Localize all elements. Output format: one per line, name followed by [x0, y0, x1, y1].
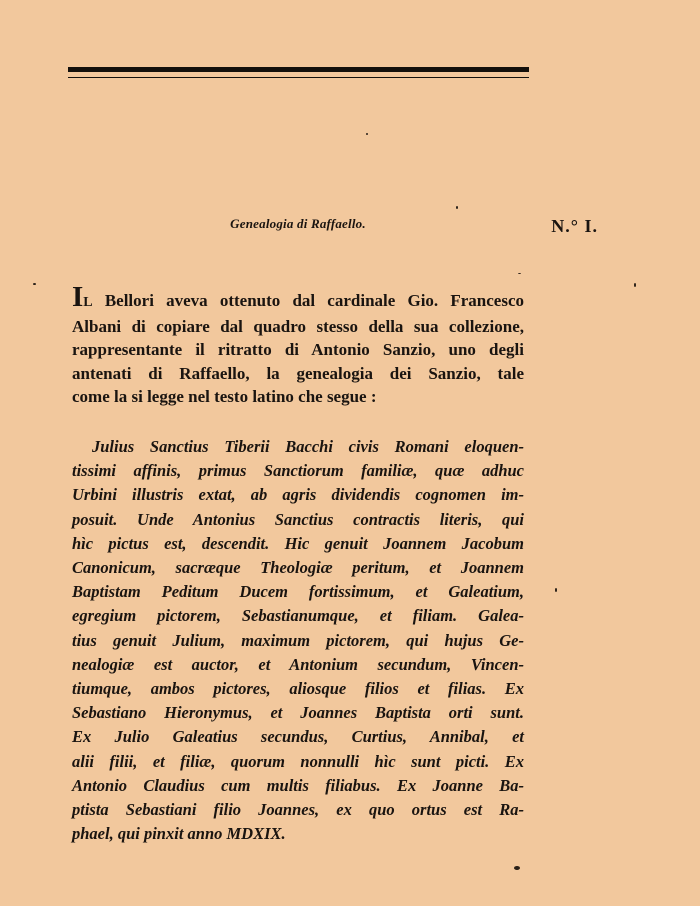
drop-cap: I	[72, 281, 84, 313]
latin-line: hìc pictus est, descendit. Hic genuit Joannem Jacobum	[72, 533, 524, 553]
latin-line: tissimi affinis, primus Sanctiorum familiæ, quæ adhuc	[72, 461, 524, 481]
paper-speck	[33, 283, 36, 285]
latin-line: Urbini illustris extat, ab agris dividendis cognomen im-	[72, 485, 524, 505]
latin-line: egregium pictorem, Sebastianumque, et filiam. Galea-	[72, 606, 524, 626]
latin-line: ptista Sebastiani filio Joannes, ex quo ortus est Ra-	[72, 800, 524, 820]
page-title: Genealogia di Raffaello.	[230, 216, 366, 231]
latin-line: Sebastiano Hieronymus, et Joannes Baptista orti sunt.	[72, 703, 524, 723]
latin-line: posuit. Unde Antonius Sanctius contractis literis, qui	[72, 509, 524, 529]
intro-line-5: come la si legge nel testo latino che segue :	[72, 387, 377, 407]
intro-line-1	[72, 283, 524, 315]
latin-line: Canonicum, sacræque Theologiæ peritum, et Joannem	[72, 558, 524, 578]
paper-speck	[366, 133, 368, 135]
paper-speck	[634, 283, 636, 287]
paper-speck	[514, 866, 520, 870]
paper-speck	[456, 206, 458, 209]
intro-paragraph	[72, 283, 524, 409]
latin-line: phael, qui pinxit anno MDXIX.	[72, 824, 286, 844]
latin-line: tiumque, ambos pictores, aliosque filios et filias. Ex	[72, 679, 524, 699]
latin-line: alii filii, et filiæ, quorum nonnulli hìc sunt picti. Ex	[72, 751, 524, 771]
latin-line: tius genuit Julium, maximum pictorem, qui hujus Ge-	[72, 630, 524, 650]
paper-speck	[518, 273, 521, 274]
paper-speck	[555, 588, 557, 592]
intro-first-line-text: Bellori aveva ottenuto dal cardinale Gio. Francesco	[92, 291, 524, 310]
intro-line-4: antenati di Raffaello, la genealogia dei Sanzio, tale	[72, 363, 524, 383]
document-number: N.° I.	[551, 216, 598, 236]
latin-line: Baptistam Peditum Ducem fortissimum, et Galeatium,	[72, 582, 524, 602]
latin-line: Antonio Claudius cum multis filiabus. Ex Joanne Ba-	[72, 775, 524, 795]
header-rule-thin	[68, 77, 529, 78]
small-cap: L	[83, 295, 93, 310]
latin-line: nealogiæ est auctor, et Antonium secundum, Vincen-	[72, 654, 524, 674]
header-rule-thick	[68, 67, 529, 72]
intro-line-3: rappresentante il ritratto di Antonio Sanzio, uno degli	[72, 340, 524, 360]
latin-line: Julius Sanctius Tiberii Bacchi civis Romani eloquen-	[92, 437, 524, 456]
latin-quotation	[72, 435, 524, 846]
intro-line-2: Albani di copiare dal quadro stesso della sua collezione,	[72, 316, 524, 336]
latin-line: Ex Julio Galeatius secundus, Curtius, Annibal, et	[72, 727, 524, 747]
